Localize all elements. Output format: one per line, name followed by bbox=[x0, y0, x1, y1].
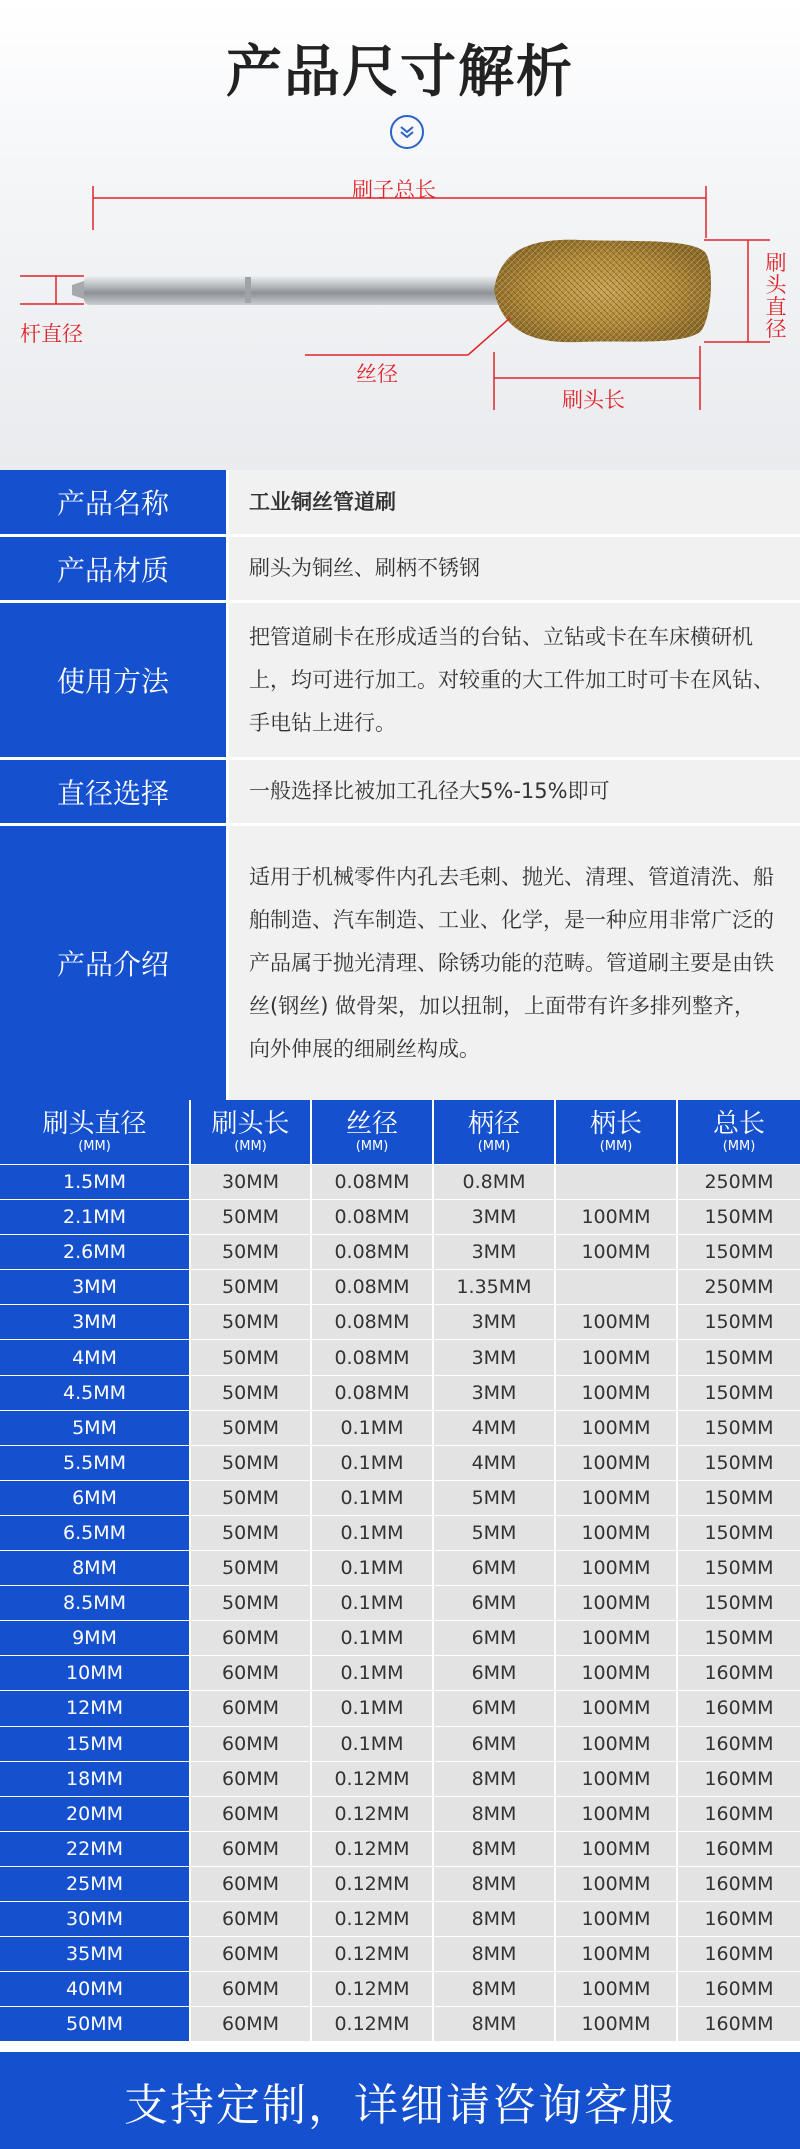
table-cell: 8MM bbox=[434, 1902, 556, 1936]
head-length-label: 刷头长 bbox=[562, 388, 625, 412]
table-cell: 8MM bbox=[434, 1937, 556, 1971]
table-cell: 6MM bbox=[434, 1586, 556, 1620]
table-cell: 250MM bbox=[678, 1165, 800, 1199]
table-cell: 160MM bbox=[678, 1972, 800, 2006]
table-cell: 0.12MM bbox=[312, 1797, 434, 1831]
header-shaft-length: 柄长 (MM) bbox=[556, 1100, 678, 1164]
table-cell: 100MM bbox=[556, 1902, 678, 1936]
table-cell: 60MM bbox=[191, 1762, 312, 1796]
table-cell: 250MM bbox=[678, 1270, 800, 1304]
spec-value: 工业铜丝管道刷 bbox=[226, 470, 800, 534]
table-row bbox=[0, 1234, 800, 1269]
table-cell: 150MM bbox=[678, 1516, 800, 1550]
spec-row-material bbox=[0, 537, 800, 603]
table-cell: 100MM bbox=[556, 1586, 678, 1620]
spec-table bbox=[0, 470, 800, 1100]
table-cell: 6MM bbox=[434, 1727, 556, 1761]
table-cell: 30MM bbox=[191, 1165, 312, 1199]
wire-diameter-label: 丝径 bbox=[356, 362, 398, 386]
table-cell: 160MM bbox=[678, 1902, 800, 1936]
table-row bbox=[0, 1339, 800, 1374]
table-cell: 22MM bbox=[0, 1832, 191, 1866]
table-cell: 50MM bbox=[191, 1376, 312, 1410]
header-wire-diameter: 丝径 (MM) bbox=[312, 1100, 434, 1164]
table-cell: 9MM bbox=[0, 1621, 191, 1655]
table-row bbox=[0, 1550, 800, 1585]
table-cell: 8MM bbox=[434, 1832, 556, 1866]
brush-shaft bbox=[72, 275, 504, 305]
table-cell: 100MM bbox=[556, 1551, 678, 1585]
table-cell: 0.1MM bbox=[312, 1481, 434, 1515]
table-row bbox=[0, 1655, 800, 1690]
table-cell: 0.12MM bbox=[312, 1972, 434, 2006]
table-cell: 60MM bbox=[191, 1972, 312, 2006]
table-cell: 150MM bbox=[678, 1200, 800, 1234]
table-row bbox=[0, 1585, 800, 1620]
table-row bbox=[0, 2006, 800, 2041]
table-cell: 15MM bbox=[0, 1727, 191, 1761]
table-cell: 50MM bbox=[191, 1551, 312, 1585]
table-row bbox=[0, 1269, 800, 1304]
table-cell: 3MM bbox=[434, 1340, 556, 1374]
table-cell: 100MM bbox=[556, 1691, 678, 1725]
table-cell: 60MM bbox=[191, 1867, 312, 1901]
table-cell: 5.5MM bbox=[0, 1446, 191, 1480]
table-cell: 0.12MM bbox=[312, 1937, 434, 1971]
table-cell: 100MM bbox=[556, 1762, 678, 1796]
table-row bbox=[0, 1620, 800, 1655]
table-cell: 160MM bbox=[678, 1937, 800, 1971]
table-row bbox=[0, 1971, 800, 2006]
table-cell: 0.1MM bbox=[312, 1621, 434, 1655]
table-cell: 0.12MM bbox=[312, 1832, 434, 1866]
table-cell: 5MM bbox=[0, 1411, 191, 1445]
table-cell: 4MM bbox=[0, 1340, 191, 1374]
table-cell: 0.8MM bbox=[434, 1165, 556, 1199]
table-cell: 100MM bbox=[556, 1832, 678, 1866]
table-cell: 0.1MM bbox=[312, 1516, 434, 1550]
table-row bbox=[0, 1164, 800, 1199]
spec-row-intro bbox=[0, 826, 800, 1100]
table-cell: 150MM bbox=[678, 1340, 800, 1374]
table-cell: 100MM bbox=[556, 1727, 678, 1761]
customization-banner: 支持定制，详细请咨询客服 bbox=[0, 2052, 800, 2149]
table-cell: 60MM bbox=[191, 1832, 312, 1866]
table-cell: 6MM bbox=[434, 1621, 556, 1655]
table-row bbox=[0, 1936, 800, 1971]
table-cell: 100MM bbox=[556, 1937, 678, 1971]
table-cell: 8MM bbox=[434, 1797, 556, 1831]
table-cell: 100MM bbox=[556, 1972, 678, 2006]
table-cell: 160MM bbox=[678, 2007, 800, 2041]
table-cell: 150MM bbox=[678, 1376, 800, 1410]
table-cell: 0.12MM bbox=[312, 1762, 434, 1796]
table-cell: 5MM bbox=[434, 1481, 556, 1515]
table-cell: 4MM bbox=[434, 1411, 556, 1445]
table-cell: 150MM bbox=[678, 1446, 800, 1480]
table-cell: 150MM bbox=[678, 1305, 800, 1339]
table-cell: 3MM bbox=[434, 1376, 556, 1410]
head-diameter-dimension bbox=[704, 240, 770, 342]
table-row bbox=[0, 1375, 800, 1410]
table-cell: 8MM bbox=[434, 1762, 556, 1796]
table-cell: 100MM bbox=[556, 1621, 678, 1655]
header-shaft-diameter: 柄径 (MM) bbox=[434, 1100, 556, 1164]
table-cell: 50MM bbox=[0, 2007, 191, 2041]
table-cell: 30MM bbox=[0, 1902, 191, 1936]
table-cell: 6.5MM bbox=[0, 1516, 191, 1550]
table-cell: 1.5MM bbox=[0, 1165, 191, 1199]
table-cell: 0.1MM bbox=[312, 1411, 434, 1445]
table-cell: 0.12MM bbox=[312, 2007, 434, 2041]
table-row bbox=[0, 1866, 800, 1901]
table-cell: 3MM bbox=[434, 1305, 556, 1339]
table-cell: 60MM bbox=[191, 1797, 312, 1831]
table-cell: 160MM bbox=[678, 1727, 800, 1761]
table-cell bbox=[556, 1165, 678, 1199]
table-cell: 100MM bbox=[556, 1867, 678, 1901]
table-cell: 25MM bbox=[0, 1867, 191, 1901]
table-cell: 0.1MM bbox=[312, 1586, 434, 1620]
table-cell: 100MM bbox=[556, 1656, 678, 1690]
table-cell: 0.1MM bbox=[312, 1551, 434, 1585]
table-cell: 50MM bbox=[191, 1305, 312, 1339]
shaft-diameter-label: 杆直径 bbox=[20, 322, 83, 346]
spec-row-name bbox=[0, 470, 800, 537]
spec-row-diameter bbox=[0, 760, 800, 826]
size-table-body bbox=[0, 1164, 800, 2041]
table-cell: 50MM bbox=[191, 1411, 312, 1445]
table-cell: 0.08MM bbox=[312, 1235, 434, 1269]
table-row bbox=[0, 1690, 800, 1725]
table-row bbox=[0, 1304, 800, 1339]
table-cell: 100MM bbox=[556, 1446, 678, 1480]
table-cell: 0.08MM bbox=[312, 1376, 434, 1410]
table-cell: 50MM bbox=[191, 1586, 312, 1620]
table-cell: 8.5MM bbox=[0, 1586, 191, 1620]
table-row bbox=[0, 1901, 800, 1936]
table-row bbox=[0, 1761, 800, 1796]
table-cell: 2.1MM bbox=[0, 1200, 191, 1234]
table-cell: 0.1MM bbox=[312, 1446, 434, 1480]
table-cell: 100MM bbox=[556, 1481, 678, 1515]
table-cell: 18MM bbox=[0, 1762, 191, 1796]
table-cell: 50MM bbox=[191, 1270, 312, 1304]
table-cell: 150MM bbox=[678, 1621, 800, 1655]
table-row bbox=[0, 1410, 800, 1445]
table-cell: 0.12MM bbox=[312, 1867, 434, 1901]
table-cell: 8MM bbox=[434, 1867, 556, 1901]
table-cell: 0.12MM bbox=[312, 1902, 434, 1936]
page-title: 产品尺寸解析 bbox=[226, 40, 574, 105]
header-head-length: 刷头长 (MM) bbox=[191, 1100, 312, 1164]
table-cell: 35MM bbox=[0, 1937, 191, 1971]
table-cell: 3MM bbox=[0, 1270, 191, 1304]
table-cell: 160MM bbox=[678, 1832, 800, 1866]
table-cell: 60MM bbox=[191, 1727, 312, 1761]
table-cell: 4.5MM bbox=[0, 1376, 191, 1410]
spec-label: 使用方法 bbox=[0, 603, 226, 757]
brush-diagram bbox=[0, 0, 800, 470]
table-cell: 6MM bbox=[434, 1656, 556, 1690]
table-cell: 12MM bbox=[0, 1691, 191, 1725]
table-row bbox=[0, 1796, 800, 1831]
table-cell: 150MM bbox=[678, 1235, 800, 1269]
table-cell: 160MM bbox=[678, 1691, 800, 1725]
table-cell: 150MM bbox=[678, 1551, 800, 1585]
table-cell: 3MM bbox=[434, 1235, 556, 1269]
table-cell: 50MM bbox=[191, 1200, 312, 1234]
table-cell: 160MM bbox=[678, 1762, 800, 1796]
table-cell: 4MM bbox=[434, 1446, 556, 1480]
table-cell: 100MM bbox=[556, 2007, 678, 2041]
size-table bbox=[0, 1100, 800, 2041]
table-cell: 100MM bbox=[556, 1235, 678, 1269]
table-cell: 0.08MM bbox=[312, 1165, 434, 1199]
table-row bbox=[0, 1831, 800, 1866]
spec-label: 产品材质 bbox=[0, 537, 226, 600]
table-cell: 150MM bbox=[678, 1586, 800, 1620]
table-cell: 0.08MM bbox=[312, 1340, 434, 1374]
spec-value: 适用于机械零件内孔去毛刺、抛光、清理、管道清洗、船舶制造、汽车制造、工业、化学，是一种应用非常广泛的产品属于抛光清理、除锈功能的范畴。管道刷主要是由铁丝(钢丝) 做骨架，加以扭制，上面带有许多排列整齐， 向外伸展的细刷丝构成。 bbox=[226, 826, 800, 1100]
table-cell: 50MM bbox=[191, 1446, 312, 1480]
table-cell: 160MM bbox=[678, 1656, 800, 1690]
table-cell: 100MM bbox=[556, 1411, 678, 1445]
table-cell: 60MM bbox=[191, 1621, 312, 1655]
table-cell: 3MM bbox=[434, 1200, 556, 1234]
table-cell: 50MM bbox=[191, 1340, 312, 1374]
table-cell: 6MM bbox=[434, 1551, 556, 1585]
table-cell: 150MM bbox=[678, 1481, 800, 1515]
header-total-length: 总长 (MM) bbox=[678, 1100, 800, 1164]
table-cell: 160MM bbox=[678, 1797, 800, 1831]
table-cell: 5MM bbox=[434, 1516, 556, 1550]
table-cell: 100MM bbox=[556, 1797, 678, 1831]
table-cell: 40MM bbox=[0, 1972, 191, 2006]
table-cell: 2.6MM bbox=[0, 1235, 191, 1269]
table-cell: 0.1MM bbox=[312, 1656, 434, 1690]
table-cell: 50MM bbox=[191, 1481, 312, 1515]
table-cell: 100MM bbox=[556, 1376, 678, 1410]
table-cell: 100MM bbox=[556, 1200, 678, 1234]
table-cell: 6MM bbox=[0, 1481, 191, 1515]
spec-label: 直径选择 bbox=[0, 760, 226, 823]
table-cell: 50MM bbox=[191, 1516, 312, 1550]
header-head-diameter: 刷头直径 (MM) bbox=[0, 1100, 191, 1164]
wire-diameter-leader bbox=[305, 318, 510, 355]
table-row bbox=[0, 1199, 800, 1234]
table-cell: 3MM bbox=[0, 1305, 191, 1339]
spec-label: 产品介绍 bbox=[0, 826, 226, 1100]
table-cell: 150MM bbox=[678, 1411, 800, 1445]
brush-head bbox=[494, 240, 711, 342]
table-cell: 100MM bbox=[556, 1340, 678, 1374]
table-cell: 60MM bbox=[191, 1937, 312, 1971]
spec-label: 产品名称 bbox=[0, 470, 226, 534]
table-cell: 60MM bbox=[191, 1691, 312, 1725]
table-cell: 160MM bbox=[678, 1867, 800, 1901]
table-cell: 10MM bbox=[0, 1656, 191, 1690]
table-cell: 50MM bbox=[191, 1235, 312, 1269]
table-cell: 100MM bbox=[556, 1305, 678, 1339]
table-cell: 1.35MM bbox=[434, 1270, 556, 1304]
table-cell: 100MM bbox=[556, 1516, 678, 1550]
table-cell: 8MM bbox=[434, 1972, 556, 2006]
table-cell: 0.1MM bbox=[312, 1691, 434, 1725]
table-row bbox=[0, 1480, 800, 1515]
head-diameter-label: 刷头直径 bbox=[765, 251, 787, 341]
table-row bbox=[0, 1515, 800, 1550]
product-dimension-section bbox=[0, 0, 800, 470]
table-row bbox=[0, 1445, 800, 1480]
table-cell: 8MM bbox=[434, 2007, 556, 2041]
spec-row-usage bbox=[0, 603, 800, 760]
table-cell: 8MM bbox=[0, 1551, 191, 1585]
table-cell: 0.08MM bbox=[312, 1305, 434, 1339]
table-cell bbox=[556, 1270, 678, 1304]
spec-value: 一般选择比被加工孔径大5%-15%即可 bbox=[226, 760, 800, 823]
spec-value: 把管道刷卡在形成适当的台钻、立钻或卡在车床横研机上，均可进行加工。对较重的大工件加工时可卡在风钻、手电钻上进行。 bbox=[226, 603, 800, 757]
table-cell: 60MM bbox=[191, 1656, 312, 1690]
spec-value: 刷头为铜丝、刷柄不锈钢 bbox=[226, 537, 800, 600]
table-cell: 0.1MM bbox=[312, 1727, 434, 1761]
table-row bbox=[0, 1726, 800, 1761]
table-cell: 6MM bbox=[434, 1691, 556, 1725]
table-cell: 60MM bbox=[191, 1902, 312, 1936]
table-cell: 20MM bbox=[0, 1797, 191, 1831]
table-cell: 0.08MM bbox=[312, 1270, 434, 1304]
size-table-header bbox=[0, 1100, 800, 1164]
total-length-label: 刷子总长 bbox=[352, 178, 436, 202]
table-cell: 0.08MM bbox=[312, 1200, 434, 1234]
table-cell: 60MM bbox=[191, 2007, 312, 2041]
